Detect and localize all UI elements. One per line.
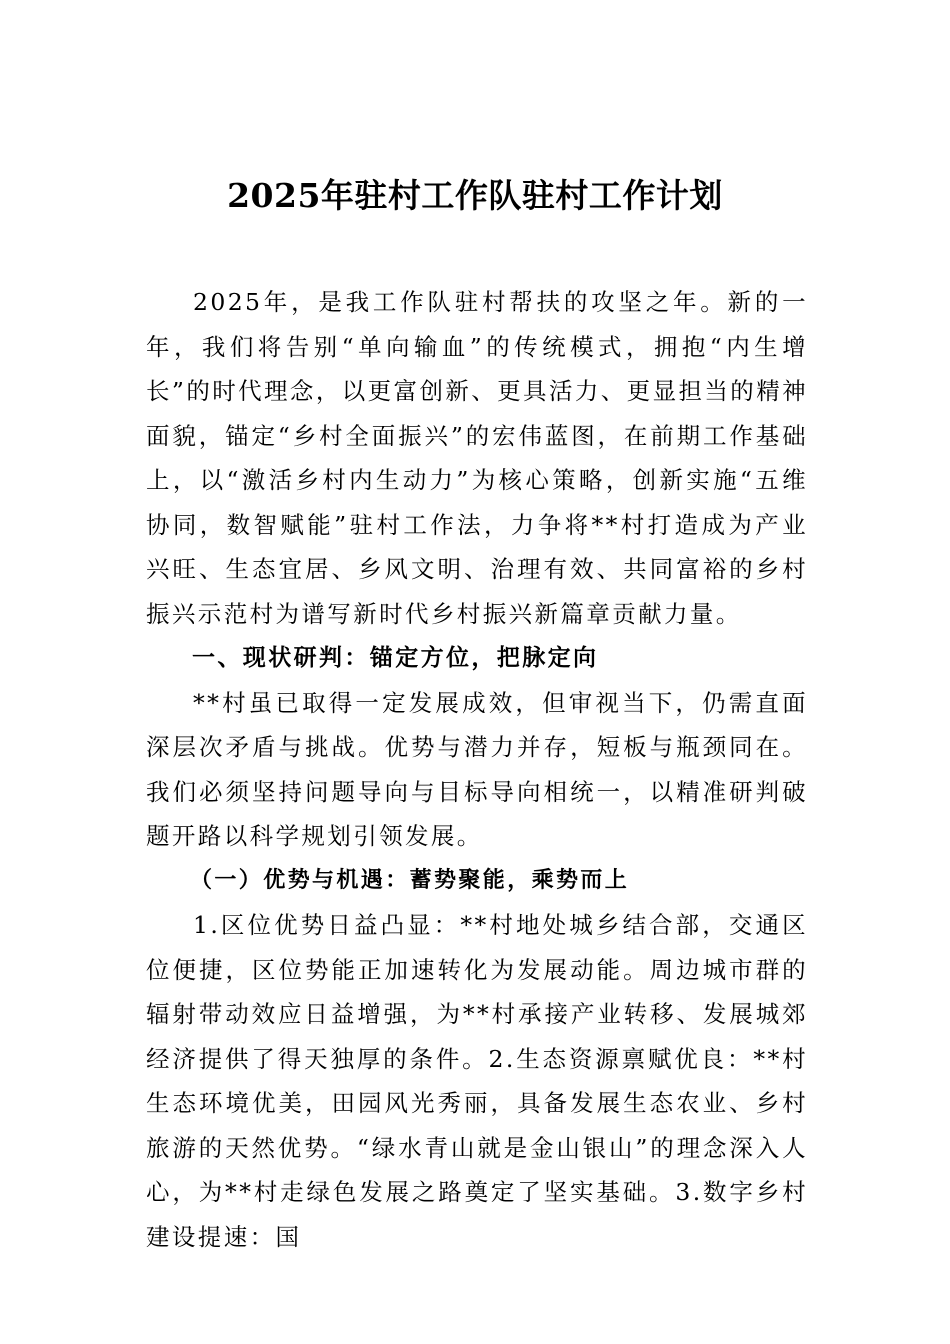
subsection-heading-1: （一）优势与机遇：蓄势聚能，乘势而上 <box>190 867 630 893</box>
intro-paragraph: 2025年，是我工作队驻村帮扶的攻坚之年。新的一年，我们将告别“单向输血”的传统模式，拥抱“内生增长”的时代理念，以更富创新、更具活力、更显担当的精神面貌，锚定“乡村全面振兴”的宏伟蓝图，在前期工作基础上，以“激活乡村内生动力”为核心策略，创新实施“五维协同，数智赋能”驻村工作法，力争将**村打造成为产业兴旺、生态宜居、乡风文明、治理有效、共同富裕的乡村振兴示范村为谱写新时代乡村振兴新篇章贡献力量。 <box>146 288 808 628</box>
section-heading-1: 一、现状研判：锚定方位，把脉定向 <box>192 645 599 671</box>
document-title: 2025年驻村工作队驻村工作计划 <box>227 176 723 215</box>
document-body <box>146 280 808 1259</box>
section-1-paragraph: **村虽已取得一定发展成效，但审视当下，仍需直面深层次矛盾与挑战。优势与潜力并存，短板与瓶颈同在。我们必须坚持问题导向与目标导向相统一，以精准研判破题开路以科学规划引领发展。 <box>146 688 808 850</box>
subsection-1-paragraph: 1.区位优势日益凸显：**村地处城乡结合部，交通区位便捷，区位势能正加速转化为发展动能。周边城市群的辐射带动效应日益增强，为**村承接产业转移、发展城郊经济提供了得天独厚的条件。2.生态资源禀赋优良：**村生态环境优美，田园风光秀丽，具备发展生态农业、乡村旅游的天然优势。“绿水青山就是金山银山”的理念深入人心，为**村走绿色发展之路奠定了坚实基础。3.数字乡村建设提速：国 <box>146 911 808 1251</box>
